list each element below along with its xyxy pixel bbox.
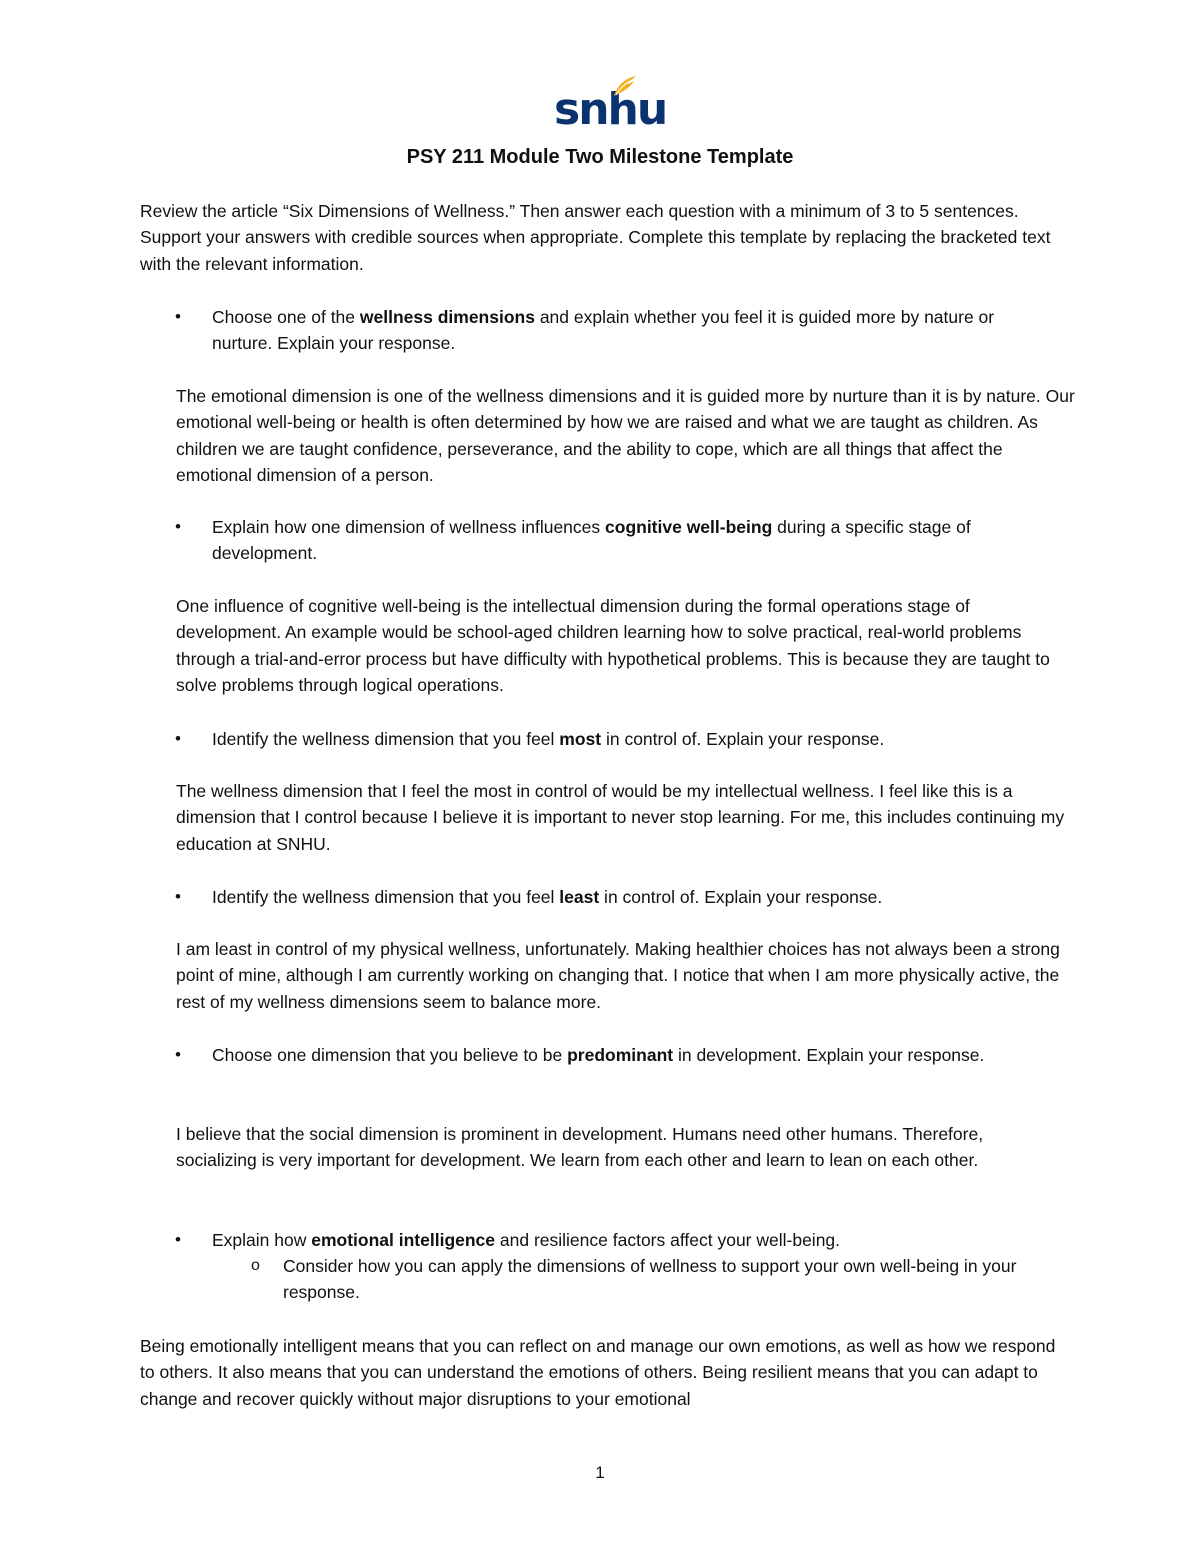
question-3 bbox=[175, 726, 1052, 752]
answer-2: One influence of cognitive well-being is the intellectual dimension during the formal operations stage of development. An example would be school-aged children learning how to solve practical, real-world problems through a trial-and-error process but have difficulty with hypothetical problems. This is because they are taught to solve problems through logical operations. bbox=[176, 596, 1050, 695]
question-4-post: in control of. Explain your response. bbox=[599, 887, 883, 907]
question-2-pre: Explain how one dimension of wellness influences bbox=[212, 517, 606, 537]
answer-3: The wellness dimension that I feel the most in control of would be my intellectual wellness. I feel like this is a dimension that I control because I believe it is important to never stop learning. For me, this includes continuing my education at SNHU. bbox=[176, 781, 1065, 854]
question-1-post: and explain whether you feel it is guided more by nature or nurture. Explain your response. bbox=[212, 307, 995, 354]
question-2-post: during a specific stage of development. bbox=[212, 517, 971, 564]
question-2 bbox=[175, 514, 1072, 567]
question-5-post: in development. Explain your response. bbox=[673, 1045, 985, 1065]
question-3-pre: Identify the wellness dimension that you feel bbox=[212, 729, 560, 749]
question-1 bbox=[175, 304, 1032, 357]
question-6-bold: emotional intelligence bbox=[311, 1230, 496, 1250]
question-6-sub-text: Consider how you can apply the dimensions of wellness to support your own well-being in your response. bbox=[283, 1256, 1017, 1303]
bullet-icon: • bbox=[175, 729, 181, 748]
page-number: 1 bbox=[595, 1463, 605, 1482]
question-4 bbox=[175, 884, 1052, 910]
question-3-bold: most bbox=[559, 729, 602, 749]
page-title: PSY 211 Module Two Milestone Template bbox=[406, 146, 794, 168]
answer-6: Being emotionally intelligent means that you can reflect on and manage our own emotions, as well as how we respond to others. It also means that you can understand the emotions of others. Being resilient means that you can adapt to change and recover quickly without major disruptions to your emotional bbox=[140, 1336, 1056, 1409]
question-5-pre: Choose one dimension that you believe to be bbox=[212, 1045, 568, 1065]
bullet-icon: • bbox=[175, 307, 181, 326]
question-6-sub bbox=[251, 1253, 1073, 1306]
bullet-icon: • bbox=[175, 1230, 181, 1249]
question-5 bbox=[175, 1042, 1012, 1068]
bullet-icon: • bbox=[175, 887, 181, 906]
question-6 bbox=[175, 1227, 1072, 1253]
question-6-post: and resilience factors affect your well-being. bbox=[495, 1230, 841, 1250]
sub-bullet-icon: o bbox=[251, 1257, 260, 1274]
answer-1: The emotional dimension is one of the wellness dimensions and it is guided more by nurture than it is by nature. Our emotional well-being or health is often determined by how we are raised and what we are taught as children. As children we are taught confidence, perseverance, and the ability to cope, which are all things that affect the emotional dimension of a person. bbox=[176, 386, 1075, 485]
bullet-icon: • bbox=[175, 517, 181, 536]
answer-5: I believe that the social dimension is prominent in development. Humans need other humans. Therefore, socializing is very important for development. We learn from each other and learn to lean on each other. bbox=[176, 1124, 984, 1171]
snhu-logo bbox=[554, 74, 667, 135]
question-3-post: in control of. Explain your response. bbox=[601, 729, 885, 749]
question-2-bold: cognitive well-being bbox=[605, 517, 773, 537]
leaf-icon bbox=[612, 74, 638, 98]
intro-paragraph: Review the article “Six Dimensions of Wellness.” Then answer each question with a minimum of 3 to 5 sentences. Support your answers with credible sources when appropriate. Complete this template by replacing the bracketed text with the relevant information. bbox=[140, 201, 1051, 274]
answer-4: I am least in control of my physical wellness, unfortunately. Making healthier choices has not always been a strong point of mine, although I am currently working on changing that. I notice that when I am more physically active, the rest of my wellness dimensions seem to balance more. bbox=[176, 939, 1060, 1012]
bullet-icon: • bbox=[175, 1045, 181, 1064]
question-4-bold: least bbox=[559, 887, 600, 907]
question-1-bold: wellness dimensions bbox=[359, 307, 535, 327]
question-4-pre: Identify the wellness dimension that you feel bbox=[212, 887, 560, 907]
question-6-pre: Explain how bbox=[212, 1230, 312, 1250]
question-1-pre: Choose one of the bbox=[212, 307, 360, 327]
question-5-bold: predominant bbox=[567, 1045, 674, 1065]
logo-wordmark: snhu bbox=[554, 84, 667, 135]
